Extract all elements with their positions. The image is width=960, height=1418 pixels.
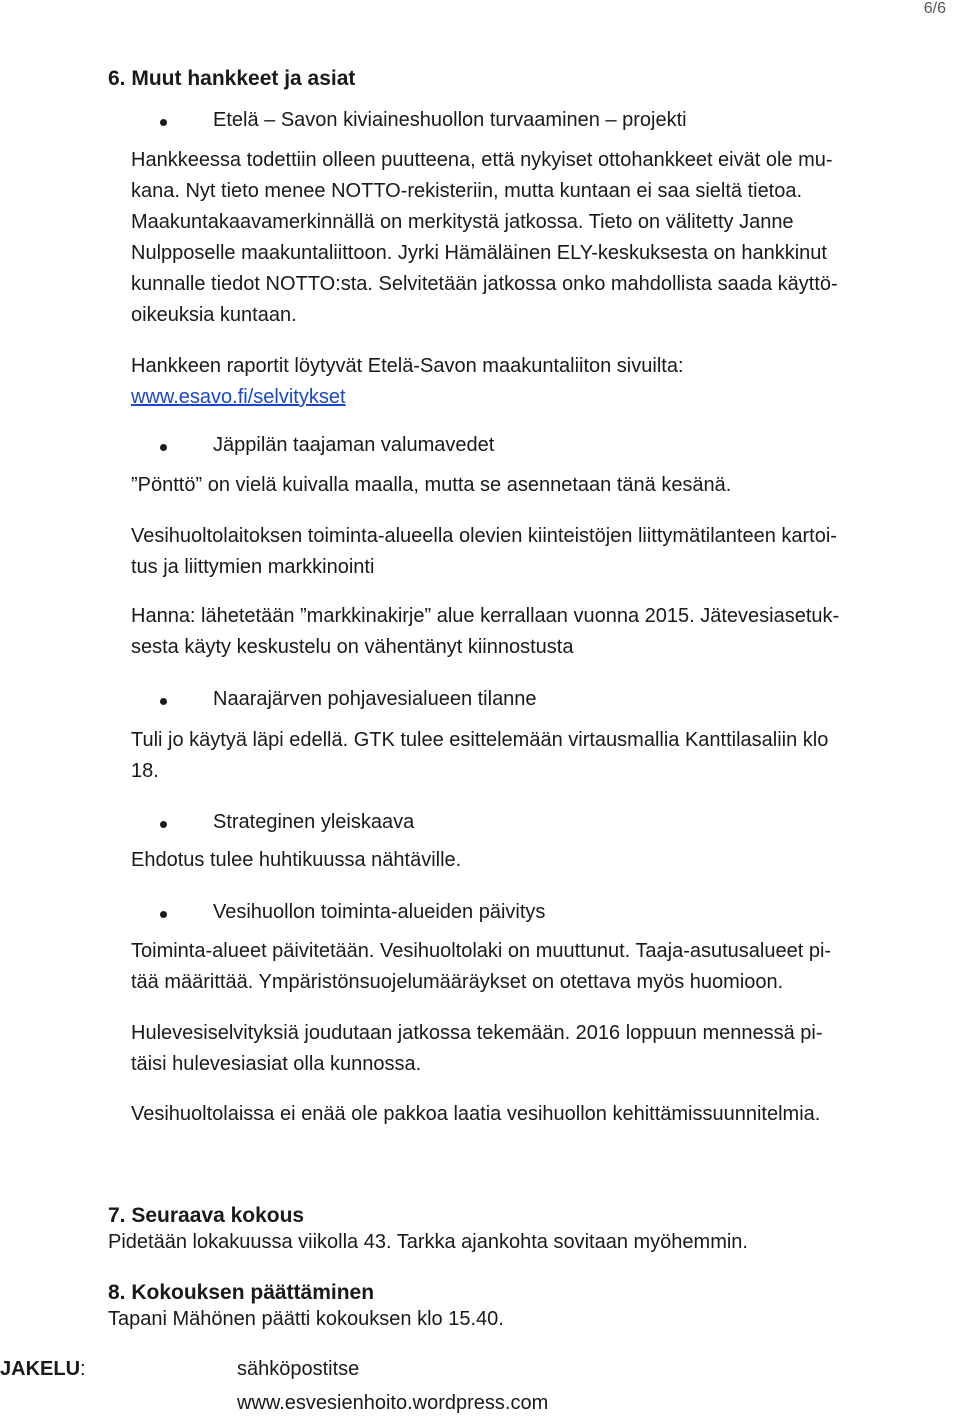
text-line: 18. [131,760,159,782]
text-line: oikeuksia kuntaan. [131,304,297,326]
paragraph-raportit [131,351,684,413]
footer-url: www.esvesienhoito.wordpress.com [237,1392,549,1414]
bullet-icon [160,444,167,451]
jakelu-label: JAKELU [0,1358,81,1380]
bullet-icon [160,698,167,705]
paragraph-kiviaines [131,145,838,331]
footer-label [0,1358,86,1381]
section-7-title: 7. Seuraava kokous [108,1204,305,1227]
section-8 [108,1279,504,1333]
footer-line: sähköpostitse [237,1358,360,1380]
text-line: Vesihuoltolaissa ei enää ole pakkoa laatia vesihuollon kehittämissuunnitelmia. [131,1103,821,1125]
bullet-text: Jäppilän taajaman valumavedet [213,434,495,456]
text-line: Nulpposelle maakuntaliittoon. Jyrki Hämäläinen ELY-keskuksesta on hankkinut [131,242,827,264]
bullet-icon [160,119,167,126]
text-line: Vesihuoltolaitoksen toiminta-alueella olevien kiinteistöjen liittymätilanteen kartoi- [131,525,837,547]
bullet-text: Naarajärven pohjavesialueen tilanne [213,688,537,710]
section-7-text: Pidetään lokakuussa viikolla 43. Tarkka ajankohta sovitaan myöhemmin. [108,1231,748,1253]
paragraph-vesihuoltolaki [131,1099,820,1130]
text-line: Toiminta-alueet päivitetään. Vesihuoltolaki on muuttunut. Taaja-asutusalueet pi- [131,940,832,962]
section-8-title: 8. Kokouksen päättäminen [108,1281,375,1304]
text-line: Hulevesiselvityksiä joudutaan jatkossa tekemään. 2016 loppuun mennessä pi- [131,1022,823,1044]
bullet-text: Etelä – Savon kiviaineshuollon turvaaminen – projekti [213,109,687,131]
page-number: 6/6 [923,0,946,17]
jakelu-colon: : [80,1358,86,1380]
text-line: Hanna: lähetetään ”markkinakirje” alue kerrallaan vuonna 2015. Jätevesiasetuk- [131,605,840,627]
section-8-text: Tapani Mähönen päätti kokouksen klo 15.40. [108,1308,504,1330]
text-line: tus ja liittymien markkinointi [131,556,375,578]
bullet-text: Vesihuollon toiminta-alueiden päivitys [213,901,546,923]
paragraph-yleiskaava [131,845,461,876]
text-line: täisi hulevesiasiat olla kunnossa. [131,1053,422,1075]
bullet-text: Strateginen yleiskaava [213,811,415,833]
text-line: Ehdotus tulee huhtikuussa nähtäville. [131,849,462,871]
paragraph-liittymat [131,521,837,583]
bullet-icon [160,821,167,828]
paragraph-markkinakirje [131,601,839,663]
section-7 [108,1202,748,1256]
text-line: sesta käyty keskustelu on vähentänyt kiinnostusta [131,636,574,658]
text-line: Hankkeessa todettiin olleen puutteena, että nykyiset ottohankkeet eivät ole mu- [131,149,833,171]
text-line: kana. Nyt tieto menee NOTTO-rekisteriin, mutta kuntaan ei saa sieltä tietoa. [131,180,803,202]
text-line: kunnalle tiedot NOTTO:sta. Selvitetään jatkossa onko mahdollista saada käyttö- [131,273,838,295]
section-6-title: 6. Muut hankkeet ja asiat [108,67,356,90]
paragraph-toiminta-alueet [131,936,831,998]
paragraph-hulevesi [131,1018,823,1080]
bullet-icon [160,911,167,918]
text-line: Maakuntakaavamerkinnällä on merkitystä jatkossa. Tieto on välitetty Janne [131,211,794,233]
text-line: Tuli jo käytyä läpi edellä. GTK tulee esittelemään virtausmallia Kanttilasaliin klo [131,729,829,751]
paragraph-pontto [131,470,731,501]
esavo-link[interactable]: www.esavo.fi/selvitykset [131,386,346,408]
text-line: tää määrittää. Ympäristönsuojelumääräykset on otettava myös huomioon. [131,971,784,993]
text-line: ”Pönttö” on vielä kuivalla maalla, mutta se asennetaan tänä kesänä. [131,474,732,496]
text-line: Hankkeen raportit löytyvät Etelä-Savon maakuntaliiton sivuilta: [131,355,684,377]
paragraph-naarajarvi [131,725,828,787]
